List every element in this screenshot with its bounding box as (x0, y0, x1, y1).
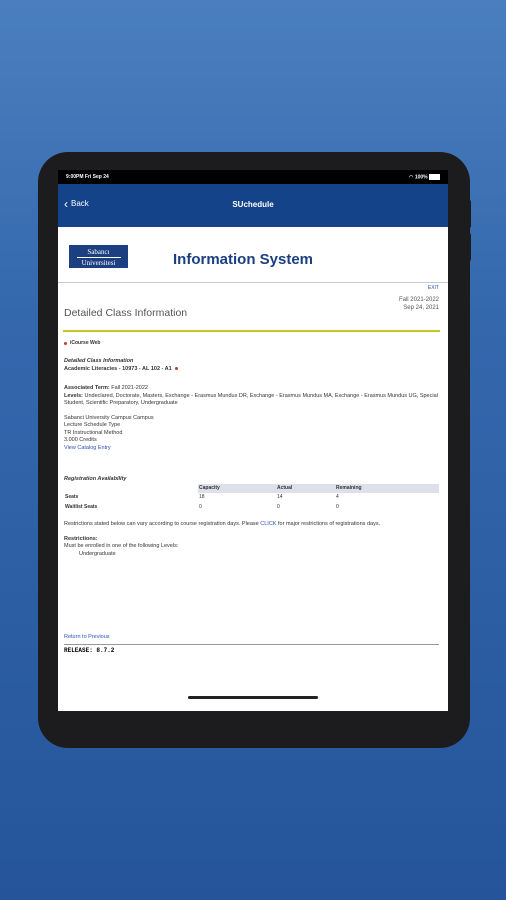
levels-value: Undeclared, Doctorate, Masters, Exchange - Erasmus Mundus DR, Exchange - Erasmus Mundus MA, Exchange - Erasmus Mundus UG, Special Student, Scientific Preparatory, Undergraduate (64, 392, 438, 406)
system-title: Information System (173, 251, 314, 268)
nav-bar (58, 184, 448, 227)
page-title: Detailed Class Information (64, 307, 188, 319)
associated-term-label: Associated Term: (64, 385, 110, 391)
course-line (64, 366, 439, 374)
release-label: RELEASE: 8.7.2 (64, 647, 115, 654)
logo-line1: Sabancı (87, 248, 110, 256)
table-row (64, 493, 439, 503)
class-details (64, 358, 439, 558)
logo-divider (77, 257, 121, 258)
footer-divider (64, 644, 439, 645)
restrictions-level-line: Must be enrolled in one of the following Levels: (64, 543, 179, 549)
status-right (409, 174, 440, 180)
nav-title: SUchedule (232, 200, 274, 209)
campus: Sabanci University Campus Campus (64, 414, 154, 421)
table-cell: 14 (277, 494, 283, 500)
section-title: Detailed Class Information (64, 358, 134, 364)
tablet-volume-button (466, 233, 471, 261)
availability-table (64, 484, 439, 513)
table-cell: Seats (65, 494, 79, 500)
tablet-volume-button (466, 200, 471, 228)
chevron-left-icon: ‹ (64, 196, 68, 211)
breadcrumb[interactable] (64, 340, 100, 346)
logo-line2: Universitesi (81, 259, 116, 267)
header-banner (58, 227, 448, 283)
course-title: Academic Literacies - 10973 - AL 102 - A1 (64, 365, 172, 372)
wifi-icon: ◠ (409, 174, 414, 181)
bullet-icon (64, 342, 67, 345)
table-header-cell: Remaining (335, 484, 439, 494)
heading-divider (63, 330, 440, 332)
table-header-cell (64, 484, 198, 494)
table-cell: 18 (199, 494, 205, 500)
instructional-method: TR Instructional Method (64, 429, 123, 436)
home-indicator[interactable] (188, 696, 318, 699)
table-cell: 0 (199, 503, 202, 510)
restrictions-level-value: Undergraduate (79, 550, 116, 557)
restrictions-note (64, 521, 439, 529)
restrictions-note-text: for major restrictions of registrations days. (278, 521, 381, 527)
bullet-icon (175, 367, 178, 370)
levels-label: Levels: (64, 392, 83, 399)
term-label: Fall 2021-2022 (398, 297, 439, 303)
associated-term (64, 385, 439, 393)
catalog-entry-link[interactable]: View Catalog Entry (64, 444, 111, 451)
associated-term-value: Fall 2021-2022 (111, 385, 148, 391)
table-header-row (64, 484, 439, 494)
return-link[interactable]: Return to Previous (64, 634, 110, 640)
click-link[interactable]: CLICK (260, 521, 277, 527)
university-logo (69, 245, 128, 268)
date-label: Sep 24, 2021 (403, 305, 439, 311)
table-row (64, 503, 439, 513)
restrictions-label: Restrictions: (64, 535, 98, 542)
availability-title: Registration Availability (64, 476, 127, 482)
battery-text: 100% (414, 174, 428, 181)
levels (64, 393, 439, 408)
battery-icon (429, 174, 440, 180)
tablet-screen (58, 170, 448, 711)
table-header-cell: Actual (276, 484, 335, 494)
status-bar (58, 170, 448, 184)
credits: 3.000 Credits (64, 437, 97, 443)
table-cell: 0 (277, 503, 280, 510)
table-cell: Waitlist Seats (65, 503, 98, 510)
table-cell: 0 (336, 503, 339, 510)
table-header-cell: Capacity (198, 484, 276, 494)
back-label: Back (71, 199, 89, 208)
exit-link[interactable]: EXIT (427, 285, 439, 291)
status-time: 9:00PM Fri Sep 24 (66, 174, 109, 180)
breadcrumb-label: iCourse Web (70, 340, 101, 346)
schedule-type: Lecture Schedule Type (64, 422, 121, 428)
term-info (399, 296, 439, 312)
restrictions-note-text: Restrictions stated below can vary according to course registration days. Please (64, 521, 259, 527)
table-cell: 4 (336, 494, 339, 500)
